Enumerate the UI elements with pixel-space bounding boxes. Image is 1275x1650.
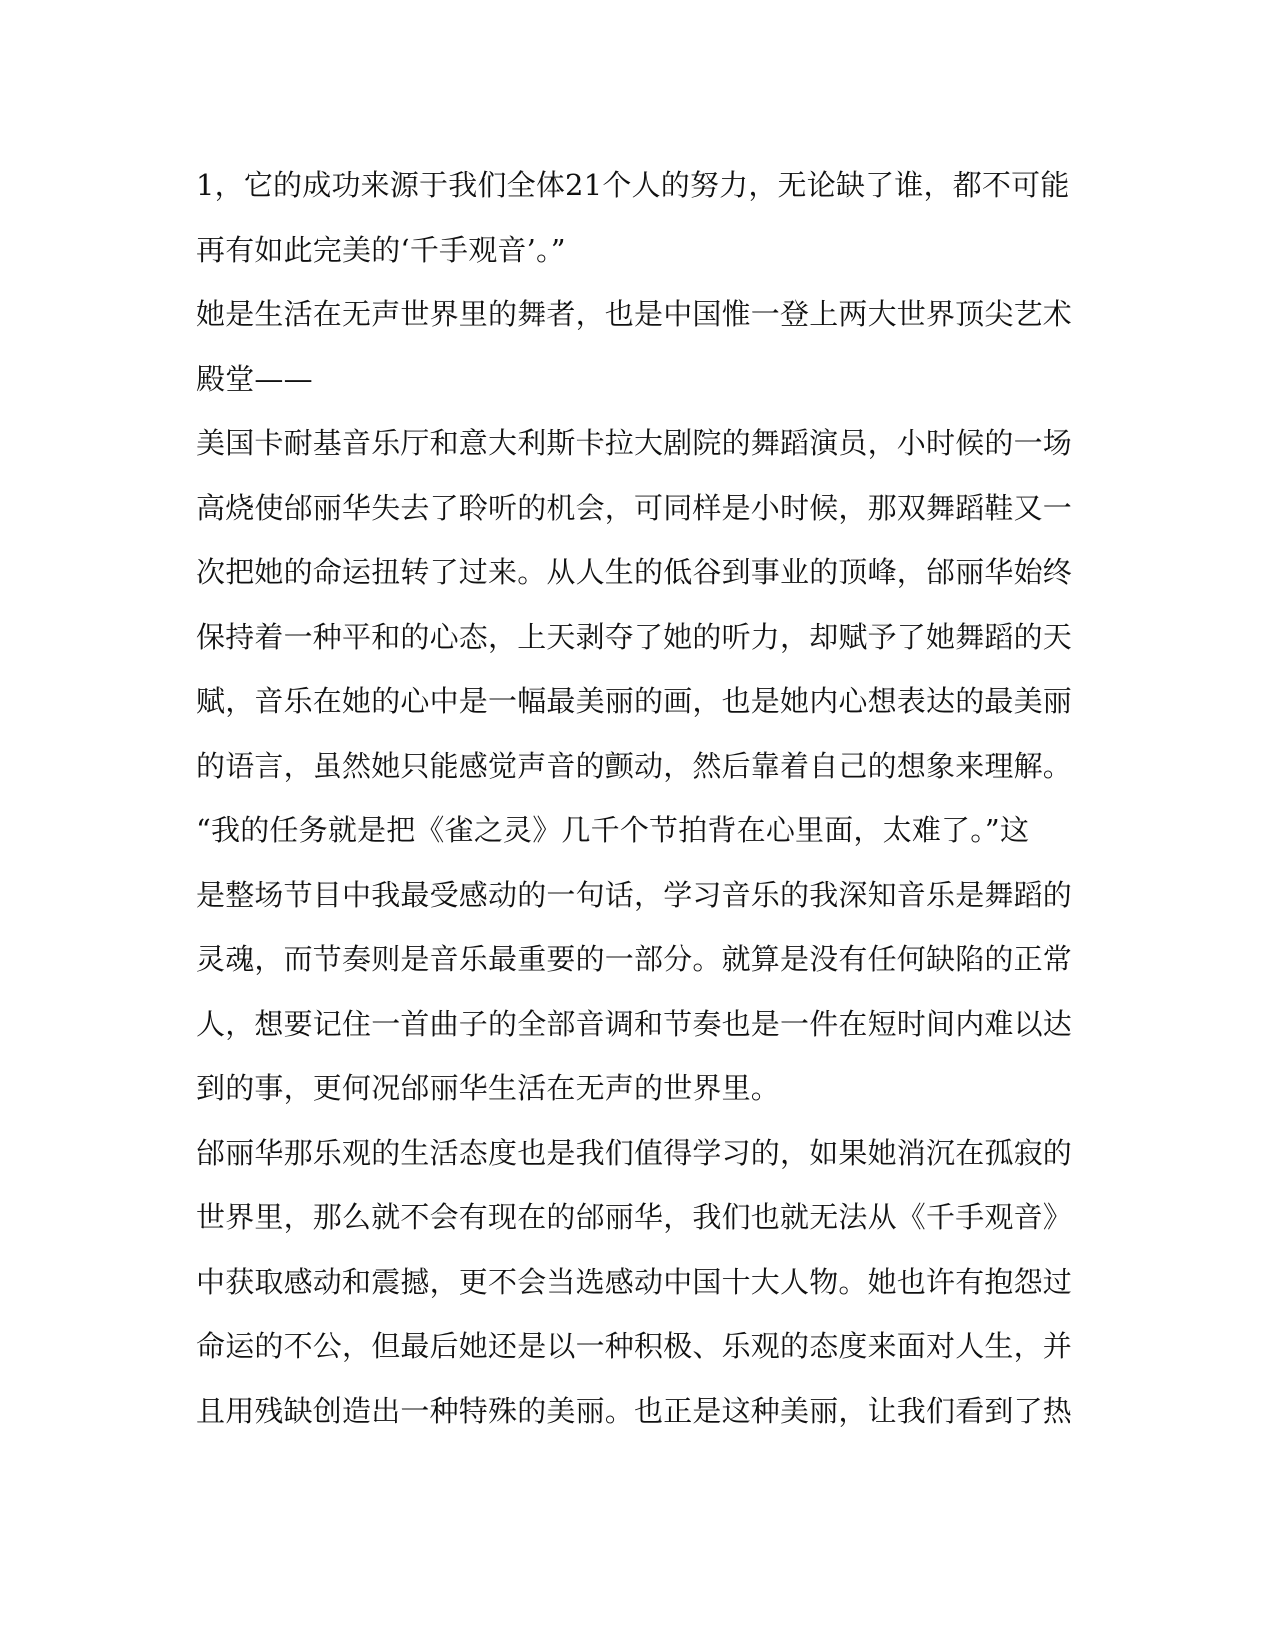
text-line: 的语言，虽然她只能感觉声音的颤动，然后靠着自己的想象来理解。 xyxy=(196,748,1073,783)
text-line: 美国卡耐基音乐厅和意大利斯卡拉大剧院的舞蹈演员，小时候的一场 xyxy=(196,426,1073,460)
text-line: 是整场节目中我最受感动的一句话，学习音乐的我深知音乐是舞蹈的 xyxy=(196,877,1073,912)
text-line: 高烧使邰丽华失去了聆听的机会，可同样是小时候，那双舞蹈鞋又一 xyxy=(196,490,1073,525)
text-line: “我的任务就是把《雀之灵》几千个节拍背在心里面，太难了。”这 xyxy=(196,813,1030,847)
document-body-text xyxy=(196,153,1076,1443)
text-line: 1，它的成功来源于我们全体21个人的努力，无论缺了谁，都不可能 xyxy=(196,168,1070,202)
text-line: 赋，音乐在她的心中是一幅最美丽的画，也是她内心想表达的最美丽 xyxy=(196,684,1073,718)
text-line: 灵魂，而节奏则是音乐最重要的一部分。就算是没有任何缺陷的正常 xyxy=(196,942,1073,976)
text-line: 保持着一种平和的心态，上天剥夺了她的听力，却赋予了她舞蹈的天 xyxy=(196,619,1073,654)
text-line: 世界里，那么就不会有现在的邰丽华，我们也就无法从《千手观音》 xyxy=(196,1200,1073,1234)
text-line: 次把她的命运扭转了过来。从人生的低谷到事业的顶峰，邰丽华始终 xyxy=(196,555,1073,589)
text-line: 她是生活在无声世界里的舞者，也是中国惟一登上两大世界顶尖艺术 xyxy=(196,297,1073,331)
text-line: 且用残缺创造出一种特殊的美丽。也正是这种美丽，让我们看到了热 xyxy=(196,1393,1073,1428)
text-line: 再有如此完美的‘千手观音’。” xyxy=(196,232,566,267)
text-line: 殿堂—— xyxy=(196,361,313,396)
text-line: 命运的不公，但最后她还是以一种积极、乐观的态度来面对人生，并 xyxy=(196,1329,1073,1363)
text-line: 中获取感动和震撼，更不会当选感动中国十大人物。她也许有抱怨过 xyxy=(196,1264,1073,1299)
text-line: 到的事，更何况邰丽华生活在无声的世界里。 xyxy=(196,1071,781,1105)
text-line: 邰丽华那乐观的生活态度也是我们值得学习的，如果她消沉在孤寂的 xyxy=(196,1135,1073,1170)
text-line: 人，想要记住一首曲子的全部音调和节奏也是一件在短时间内难以达 xyxy=(196,1006,1073,1041)
